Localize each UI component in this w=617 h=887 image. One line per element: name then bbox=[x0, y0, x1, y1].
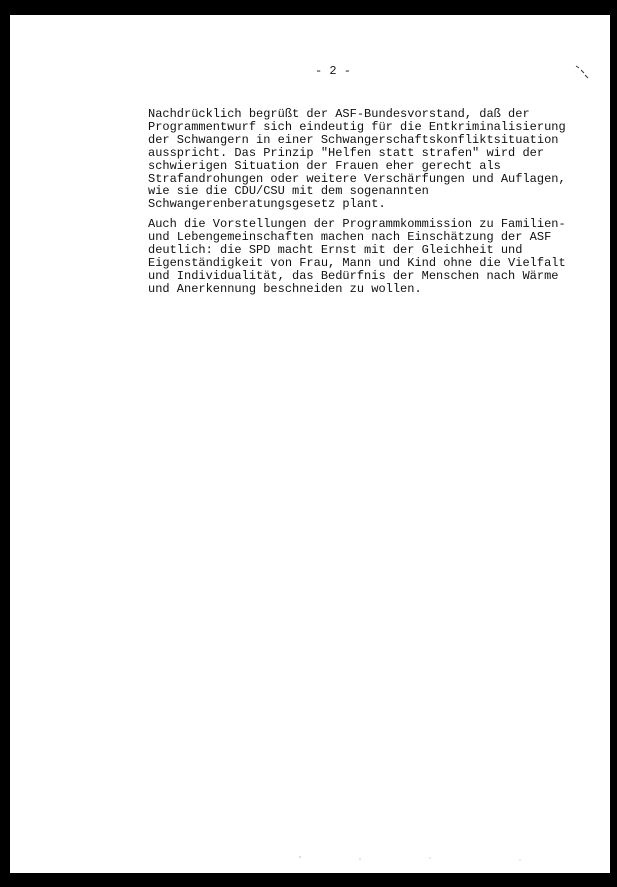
paragraph-line: schwierigen Situation der Frauen eher gerecht als bbox=[148, 158, 501, 173]
paragraph-line: Programmentwurf sich eindeutig für die Entkriminalisierung bbox=[148, 119, 566, 134]
paragraph-line: und Anerkennung beschneiden zu wollen. bbox=[148, 281, 422, 296]
paragraph-line: deutlich: die SPD macht Ernst mit der Gleichheit und bbox=[148, 242, 523, 257]
paragraph-line: wie sie die CDU/CSU mit dem sogenannten bbox=[148, 184, 429, 199]
paragraph-line: Auch die Vorstellungen der Programmkommission zu Familien- bbox=[148, 217, 566, 231]
paragraph-line: der Schwangern in einer Schwangerschaftskonfliktsituation bbox=[148, 132, 559, 147]
paragraph-line: und Individualität, das Bedürfnis der Menschen nach Wärme bbox=[148, 268, 559, 283]
scan-noise bbox=[10, 15, 610, 873]
document-page bbox=[10, 15, 610, 873]
paragraph-line: Eigenständigkeit von Frau, Mann und Kind ohne die Vielfalt bbox=[148, 255, 566, 270]
paragraph-line: Strafandrohungen oder weitere Verschärfungen und Auflagen, bbox=[148, 171, 566, 186]
page-number: - 2 - bbox=[315, 64, 352, 78]
paragraph-line: Nachdrücklich begrüßt der ASF-Bundesvorstand, daß der bbox=[148, 107, 530, 121]
paragraph-line: Schwangerenberatungsgesetz plant. bbox=[148, 197, 386, 212]
paragraph-line: und Lebengemeinschaften machen nach Einschätzung der ASF bbox=[148, 229, 552, 244]
paragraph-line: ausspricht. Das Prinzip "Helfen statt strafen" wird der bbox=[148, 145, 545, 160]
